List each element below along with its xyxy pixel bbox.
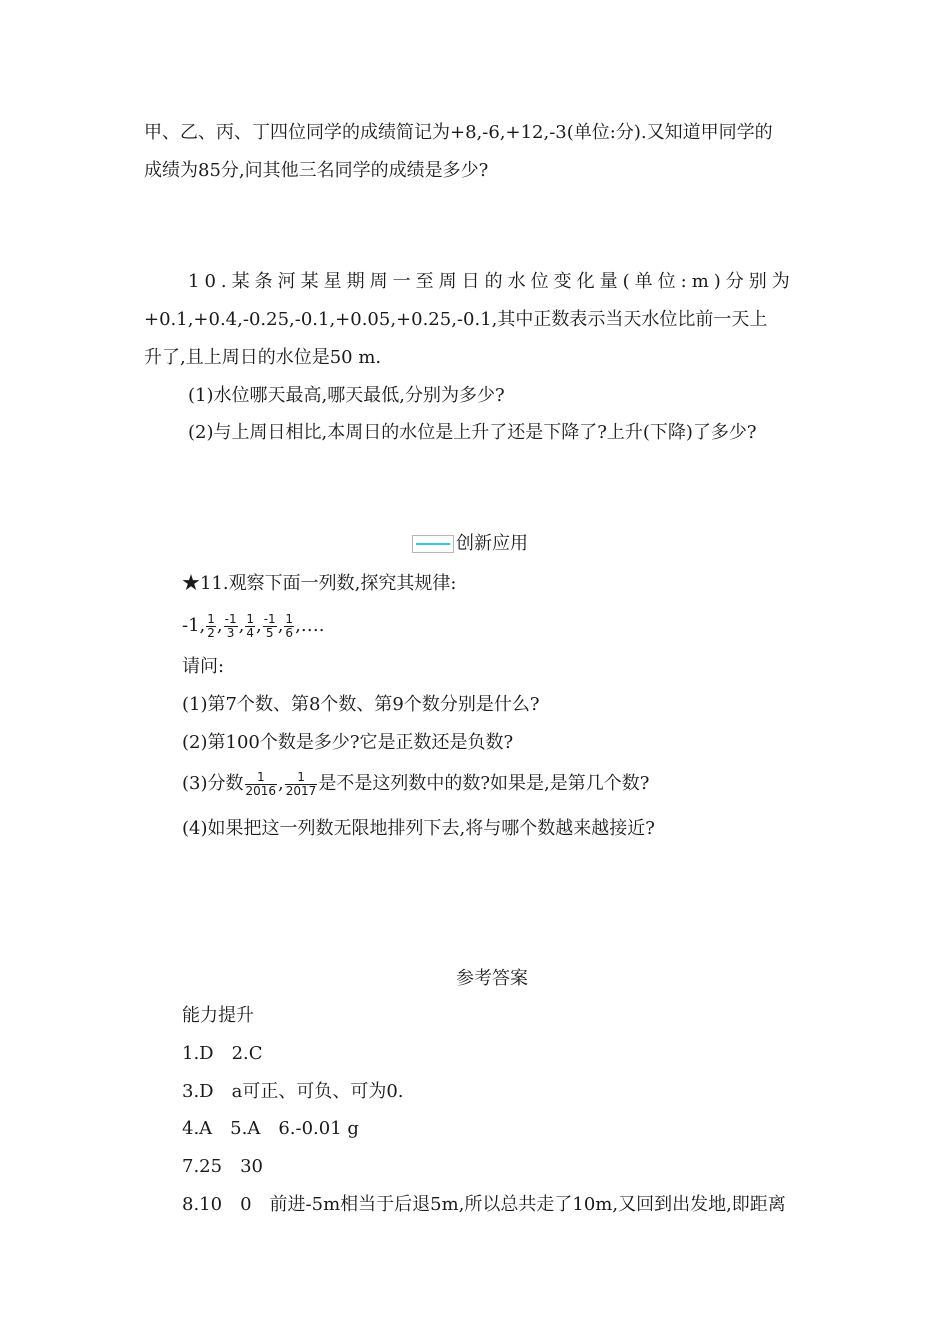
fraction-denominator: 3 (226, 625, 235, 640)
fraction-separator: , (278, 773, 284, 794)
sequence-fraction (224, 613, 238, 640)
q11-sub-question-3 (182, 770, 649, 798)
answers-title: 参考答案 (456, 968, 528, 989)
q10-line-3: 升了,且上周日的水位是50 m. (144, 347, 382, 368)
sequence-separator: , (216, 615, 223, 636)
q10-line-1: 10.某条河某星期周一至周日的水位变化量(单位:m)分别为 (188, 271, 795, 292)
answers-subtitle: 能力提升 (182, 1005, 254, 1026)
sequence-fraction (284, 613, 294, 640)
fraction-numerator: -1 (263, 611, 276, 626)
q11-sub-question-2: (2)第100个数是多少?它是正数还是负数? (182, 732, 514, 753)
sequence-separator: , (277, 615, 284, 636)
sequence-ellipsis: ,…. (295, 615, 325, 636)
fraction-denominator: 6 (285, 625, 294, 640)
answer-line-4: 4.A 5.A 6.-0.01 g (182, 1118, 359, 1139)
fraction-numerator: 1 (285, 611, 294, 626)
answer-line-8: 8.10 0 前进-5m相当于后退5m,所以总共走了10m,又回到出发地,即距离 (182, 1194, 786, 1215)
fraction-denominator: 5 (265, 625, 274, 640)
sequence-fraction (245, 613, 255, 640)
sub3-prefix: (3)分数 (182, 773, 244, 794)
fraction-denominator: 2017 (285, 783, 317, 798)
q11-intro: ★11.观察下面一列数,探究其规律: (182, 573, 457, 594)
sequence-separator: , (255, 615, 262, 636)
fraction-numerator: 1 (207, 611, 215, 626)
heading-marker-icon (412, 535, 454, 553)
sequence-fraction (263, 613, 277, 640)
fraction-numerator: 1 (246, 611, 254, 626)
q9-line-2: 成绩为85分,问其他三名同学的成绩是多少? (144, 160, 489, 181)
section-heading-text: 创新应用 (456, 533, 528, 554)
sequence-first-term: -1, (182, 615, 206, 636)
fraction-denominator: 2016 (245, 783, 277, 798)
answer-line-3: 3.D a可正、可负、可为0. (182, 1081, 404, 1102)
q11-ask: 请问: (182, 656, 225, 677)
section-heading (412, 532, 528, 556)
sub3-suffix: 是不是这列数中的数?如果是,是第几个数? (318, 773, 650, 794)
q11-sequence (182, 612, 325, 640)
q11-sub-question-1: (1)第7个数、第8个数、第9个数分别是什么? (182, 694, 540, 715)
q10-sub-question-2: (2)与上周日相比,本周日的水位是上升了还是下降了?上升(下降)了多少? (188, 422, 757, 443)
fraction-1-2016 (245, 771, 278, 798)
fraction-numerator: -1 (224, 611, 237, 626)
answer-line-7: 7.25 30 (182, 1156, 263, 1177)
q10-line-2: +0.1,+0.4,-0.25,-0.1,+0.05,+0.25,-0.1,其中正数表示当天水位比前一天上 (144, 309, 768, 330)
q9-line-1: 甲、乙、丙、丁四位同学的成绩简记为+8,-6,+12,-3(单位:分).又知道甲同学的 (144, 122, 773, 143)
fraction-numerator: 1 (285, 771, 318, 785)
fraction-1-2017 (285, 771, 318, 798)
fraction-numerator: 1 (245, 771, 278, 785)
fraction-denominator: 4 (246, 625, 254, 640)
sequence-fraction (206, 613, 216, 640)
q10-sub-question-1: (1)水位哪天最高,哪天最低,分别为多少? (188, 385, 505, 406)
answer-line-1: 1.D 2.C (182, 1043, 263, 1064)
q11-sub-question-4: (4)如果把这一列数无限地排列下去,将与哪个数越来越接近? (182, 818, 655, 839)
sequence-separator: , (238, 615, 245, 636)
fraction-denominator: 2 (207, 625, 215, 640)
